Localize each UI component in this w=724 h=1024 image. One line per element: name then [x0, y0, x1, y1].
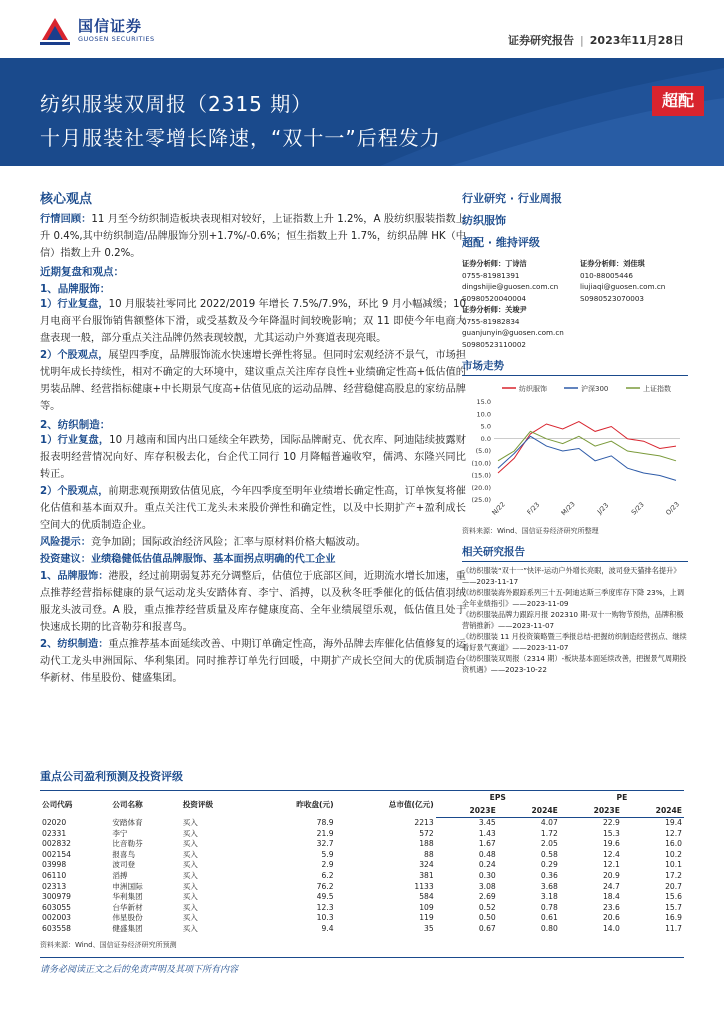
table-cell: 572: [419, 828, 434, 838]
x-tick-label: M/23: [559, 500, 577, 518]
report-date: 2023年11月28日: [589, 34, 684, 47]
recent-label: 近期复盘和观点：: [40, 266, 124, 278]
table-cell: 滔搏: [112, 870, 128, 880]
table-cell: 02331: [42, 828, 67, 838]
table-cell: 买入: [182, 881, 198, 891]
related-reports: [462, 566, 688, 675]
brand-name: 国信证券: [78, 17, 143, 35]
y-tick-label: (25.0): [471, 496, 491, 504]
disclaimer-footer: 请务必阅读正文之后的免责声明及其项下所有内容: [40, 965, 239, 975]
chart-source: 资料来源：Wind、国信证券经济研究所整理: [462, 527, 599, 535]
logo-icon: [38, 14, 72, 48]
table-cell: 买入: [182, 828, 198, 838]
series-line-1: [498, 422, 676, 473]
table-cell: 10.1: [665, 860, 682, 870]
legend-label: 纺织服饰: [519, 385, 547, 393]
table-cell: 0.61: [540, 913, 558, 923]
table-cell: 3.08: [478, 881, 496, 891]
forecast-table: [40, 790, 684, 935]
table-row: [40, 860, 684, 871]
table-cell: 0.58: [540, 849, 558, 859]
related-report-item[interactable]: 《纺织服装海外跟踪系列三十五-阿迪达斯三季度库存下降 23%，上调全年业绩指引》——2023-11-09: [462, 588, 685, 608]
analyst-3: 证券分析师：关竣尹 0755-81982834 guanjunyin@guosen.com.cn S0980523110002: [462, 305, 564, 349]
table-cell: 比音勒芬: [112, 839, 143, 849]
table-cell: 0.80: [540, 923, 558, 933]
table-cell: 9.4: [321, 923, 334, 933]
table-cell: 2.05: [540, 839, 558, 849]
table-cell: 14.0: [602, 923, 620, 933]
mfg-industry-review: 1）行业复盘，10 月越南和国内出口延续全年跌势，国际品牌耐克、优衣库、阿迪陆续披露财报表明经营情况向好、库存积极去化，台企代工同行 10 月降幅普遍收窄，儒鸿、东隆兴同比转正。: [40, 435, 466, 480]
related-heading: 相关研究报告: [462, 544, 688, 562]
table-cell: 0.29: [540, 860, 558, 870]
table-cell: 华利集团: [112, 892, 143, 902]
table-cell: 03998: [42, 860, 67, 870]
table-cell: 15.6: [665, 892, 682, 902]
table-cell: 买入: [182, 870, 198, 880]
y-tick-label: 10.0: [476, 410, 491, 419]
table-cell: 4.07: [540, 818, 558, 827]
brand-name-en: GUOSEN SECURITIES: [78, 35, 155, 43]
table-cell: 603055: [42, 902, 71, 912]
table-cell: 20.7: [665, 881, 682, 891]
table-cell: 119: [419, 913, 434, 923]
table-cell: 伟星股份: [112, 913, 143, 923]
table-cell: 12.1: [602, 860, 620, 870]
table-source: 资料来源：Wind、国信证券经济研究所预测: [40, 941, 177, 949]
forecast-table-body: [40, 818, 684, 935]
table-cell: 22.9: [602, 818, 620, 827]
table-cell: 3.68: [540, 881, 558, 891]
table-cell: 002154: [42, 849, 71, 859]
table-cell: 15.7: [665, 902, 682, 912]
related-report-item[interactable]: 《纺织服装 11 月投资策略暨三季报总结-把握纺织制造经营拐点、继续看好景气赛道》——2023-11-07: [462, 632, 687, 652]
table-row: [40, 903, 684, 914]
table-cell: 24.7: [602, 881, 620, 891]
table-cell: 12.3: [316, 902, 334, 912]
y-tick-label: 5.0: [480, 422, 491, 431]
table-cell: 21.9: [316, 828, 334, 838]
table-row: [40, 839, 684, 850]
y-tick-label: (15.0): [471, 471, 491, 480]
section-manufacturing: 2、纺织制造：: [40, 419, 111, 431]
col-code: 公司代码: [42, 799, 73, 809]
table-cell: 报喜鸟: [112, 849, 136, 859]
brand-logo: [38, 14, 178, 50]
col-pe-2023: 2023E: [560, 804, 622, 818]
table-cell: 18.4: [602, 892, 620, 902]
table-cell: 1.72: [540, 828, 558, 838]
table-cell: 300979: [42, 892, 71, 902]
table-cell: 0.78: [540, 902, 558, 912]
table-cell: 23.6: [602, 902, 620, 912]
table-cell: 波司登: [112, 860, 136, 870]
table-cell: 15.3: [602, 828, 620, 838]
table-cell: 10.2: [665, 849, 682, 859]
table-cell: 2213: [414, 817, 434, 827]
y-tick-label: (5.0): [475, 447, 491, 455]
table-row: [40, 924, 684, 935]
table-cell: 0.30: [478, 870, 496, 880]
market-review: 行情回顾：11 月至今纺织制造板块表现相对较好，上证指数上升 1.2%，A 股纺织服装指数上升 0.4%,其中纺织制造/品牌服饰分别+1.7%/-0.6%；恒生指数上升 1.7%，纺织品牌 HK（中信）指数上升 0.2%。: [40, 214, 467, 259]
table-cell: 健盛集团: [112, 923, 143, 933]
table-row: [40, 818, 684, 829]
table-row: [40, 882, 684, 893]
analyst-list: [462, 258, 688, 350]
advice-brand: 1、品牌服饰：港股，经过前期弱复苏充分调整后，估值位于底部区间，近期流水增长加速，重点推荐经营指标健康的景气运动龙头安踏体育、李宁、滔搏，以及秋冬旺季催化的低估值羽绒服龙头波司登。A 股，重点推荐经营质量及库存健康度高、全年业绩展望乐观，低估值且处于快速成长期的比音勒芬和报喜鸟。: [40, 571, 466, 633]
risk-warning: 风险提示：竞争加剧；国际政治经济风险；汇率与原材料价格大幅波动。: [40, 537, 366, 548]
sidebar: [462, 188, 688, 676]
section-brand: 1、品牌服饰：: [40, 283, 111, 295]
table-cell: 买入: [182, 913, 198, 923]
table-cell: 19.6: [602, 839, 620, 849]
series-line-3: [498, 431, 676, 460]
table-cell: 0.24: [478, 860, 496, 870]
report-meta: 证券研究报告 | 2023年11月28日: [508, 34, 684, 47]
x-tick-label: N/22: [490, 500, 507, 517]
table-cell: 3.18: [540, 892, 558, 902]
y-tick-label: 0.0: [480, 434, 491, 443]
industry-tag: 行业研究 · 行业周报: [462, 192, 562, 205]
table-cell: 0.67: [478, 923, 496, 933]
table-cell: 买入: [182, 849, 198, 859]
footer-divider: [40, 957, 684, 958]
table-cell: 12.4: [602, 849, 620, 859]
table-cell: 20.9: [602, 870, 620, 880]
table-cell: 12.7: [665, 828, 682, 838]
table-cell: 3.45: [478, 818, 496, 827]
x-tick-label: F/23: [525, 500, 542, 517]
report-subtitle: 十月服装社零增长降速，“双十一”后程发力: [40, 126, 441, 150]
analyst-1: 证券分析师：丁诗洁 0755-81981391 dingshijie@guosen.com.cn S0980520040004: [462, 259, 559, 303]
table-cell: 0.50: [478, 913, 496, 923]
table-cell: 买入: [182, 839, 198, 849]
table-cell: 16.0: [665, 839, 682, 849]
forecast-table-title: 重点公司盈利预测及投资评级: [40, 770, 183, 783]
table-row: [40, 913, 684, 924]
x-tick-label: J/23: [595, 501, 611, 516]
table-cell: 324: [419, 860, 434, 870]
table-cell: 0.36: [540, 870, 558, 880]
table-cell: 买入: [182, 902, 198, 912]
table-cell: 1.67: [478, 839, 496, 849]
brand-stock-view: 2）个股观点，展望四季度，品牌服饰流水快速增长弹性将显。但同时宏观经济不景气，市场担忧明年成长持续性，相对不确定的大环境中，建议重点关注库存良性+业绩确定性高+低估值的男装品牌、经营指标健康+中长期景气度高+估值见底的运动品牌、经营稳健高股息的家纺品牌等。: [40, 350, 466, 412]
table-cell: 1133: [414, 881, 434, 891]
brand-industry-review: 1）行业复盘，10 月服装社零同比 2022/2019 年增长 7.5%/7.9%，环比 9 月小幅减缓；10 月电商平台服饰销售额整体下滑，或受基数及今年降温时间较晚影响；双 11 即使今年电商大盘表现一般，部分重点关注品牌仍然表现较靓，尤其运动户外赛道表现亮眼。: [40, 299, 466, 344]
table-cell: 2.69: [478, 892, 496, 902]
table-row: [40, 829, 684, 840]
col-eps: EPS: [489, 793, 506, 802]
table-cell: 买入: [182, 817, 198, 827]
table-cell: 06110: [42, 870, 67, 880]
rating-tag: 超配 · 维持评级: [462, 236, 540, 249]
table-cell: 02020: [42, 817, 67, 827]
col-close: 昨收盘(元): [296, 799, 334, 809]
table-cell: 20.6: [602, 913, 620, 923]
table-cell: 买入: [182, 892, 198, 902]
table-cell: 李宁: [112, 828, 128, 838]
x-tick-label: O/23: [664, 500, 681, 517]
legend-label: 上证指数: [643, 385, 671, 393]
table-cell: 002003: [42, 913, 71, 923]
header-bar: [0, 0, 724, 58]
table-row: [40, 850, 684, 861]
mfg-stock-view: 2）个股观点，前期悲观预期致估值见底，今年四季度至明年业绩增长确定性高，订单恢复将催化估值和基本面双升。重点关注代工龙头未来股价弹性和确定性，以及中长期扩产+盈利成长空间大的优质制造企业。: [40, 486, 466, 531]
x-tick-label: S/23: [629, 500, 646, 517]
table-cell: 6.2: [321, 870, 334, 880]
table-cell: 10.3: [316, 913, 334, 923]
analyst-2: 证券分析师：刘佳琪 010-88005446 liujiaqi@guosen.com.cn S0980523070003: [580, 259, 666, 303]
table-cell: 188: [419, 839, 434, 849]
table-row: [40, 871, 684, 882]
table-cell: 安踏体育: [112, 817, 143, 827]
table-row: [40, 892, 684, 903]
col-eps-2024: 2024E: [498, 804, 560, 818]
table-cell: 32.7: [316, 839, 334, 849]
core-heading: 核心观点: [40, 192, 93, 207]
col-rating: 投资评级: [182, 799, 214, 809]
table-cell: 78.9: [316, 817, 334, 827]
core-views: [40, 188, 466, 687]
table-cell: 19.4: [665, 818, 682, 827]
table-cell: 49.5: [316, 892, 334, 902]
col-pe: PE: [616, 793, 628, 802]
related-report-item[interactable]: 《纺织服装“双十一”快评-运动户外增长亮眼，波司登天猫排名提升》——2023-11-17: [462, 566, 681, 586]
y-tick-label: (20.0): [471, 483, 491, 492]
table-cell: 88: [424, 849, 434, 859]
series-line-2: [498, 436, 676, 480]
advice-manufacturing: 2、纺织制造：重点推荐基本面延续改善、中期订单确定性高，海外品牌去库催化估值修复的运动代工龙头申洲国际、华利集团。同时推荐订单先行回暖，中期扩产成长空间大的优质制造台华新材、伟星股份、健盛集团。: [40, 639, 466, 684]
table-cell: 109: [419, 902, 434, 912]
col-eps-2023: 2023E: [436, 804, 498, 818]
table-cell: 35: [424, 923, 434, 933]
report-type: 证券研究报告: [508, 34, 575, 47]
table-cell: 002832: [42, 839, 71, 849]
table-cell: 11.7: [665, 923, 682, 933]
y-tick-label: 15.0: [476, 398, 491, 406]
table-cell: 584: [419, 892, 434, 902]
report-title: 纺织服装双周报（2315 期）: [40, 92, 313, 116]
market-trend-chart: [462, 380, 688, 522]
trend-chart-svg: [462, 380, 688, 522]
table-cell: 2.9: [321, 860, 334, 870]
table-cell: 台华新材: [112, 902, 143, 912]
title-banner: [0, 58, 724, 166]
table-cell: 17.2: [665, 870, 682, 880]
sector-tag: 纺织服饰: [462, 214, 506, 227]
table-cell: 买入: [182, 860, 198, 870]
table-cell: 16.9: [665, 913, 682, 923]
table-cell: 1.43: [478, 828, 496, 838]
table-cell: 0.52: [478, 902, 496, 912]
trend-heading: 市场走势: [462, 358, 688, 376]
table-cell: 603558: [42, 923, 71, 933]
related-report-item[interactable]: 《纺织服装品牌力跟踪月报 202310 期-双十一购物节预热，品牌积极营销推新》——2023-11-07: [462, 610, 684, 630]
legend-label: 沪深300: [581, 385, 609, 393]
investment-advice: 投资建议：业绩稳健低估值品牌服饰、基本面拐点明确的代工企业: [40, 554, 336, 565]
related-report-item[interactable]: 《纺织服装双周报（2314 期）-板块基本面延续改善，把握景气周期投资机遇》——2023-10-22: [462, 654, 687, 674]
table-cell: 02313: [42, 881, 67, 891]
col-pe-2024: 2024E: [622, 804, 684, 818]
rating-badge: 超配: [652, 86, 704, 116]
table-cell: 0.48: [478, 849, 496, 859]
table-cell: 买入: [182, 923, 198, 933]
table-cell: 381: [419, 870, 434, 880]
table-cell: 申洲国际: [112, 881, 143, 891]
table-cell: 76.2: [316, 881, 334, 891]
col-mcap: 总市值(亿元): [388, 799, 434, 809]
table-cell: 5.9: [321, 849, 334, 859]
col-name: 公司名称: [112, 799, 143, 809]
y-tick-label: (10.0): [471, 459, 491, 468]
